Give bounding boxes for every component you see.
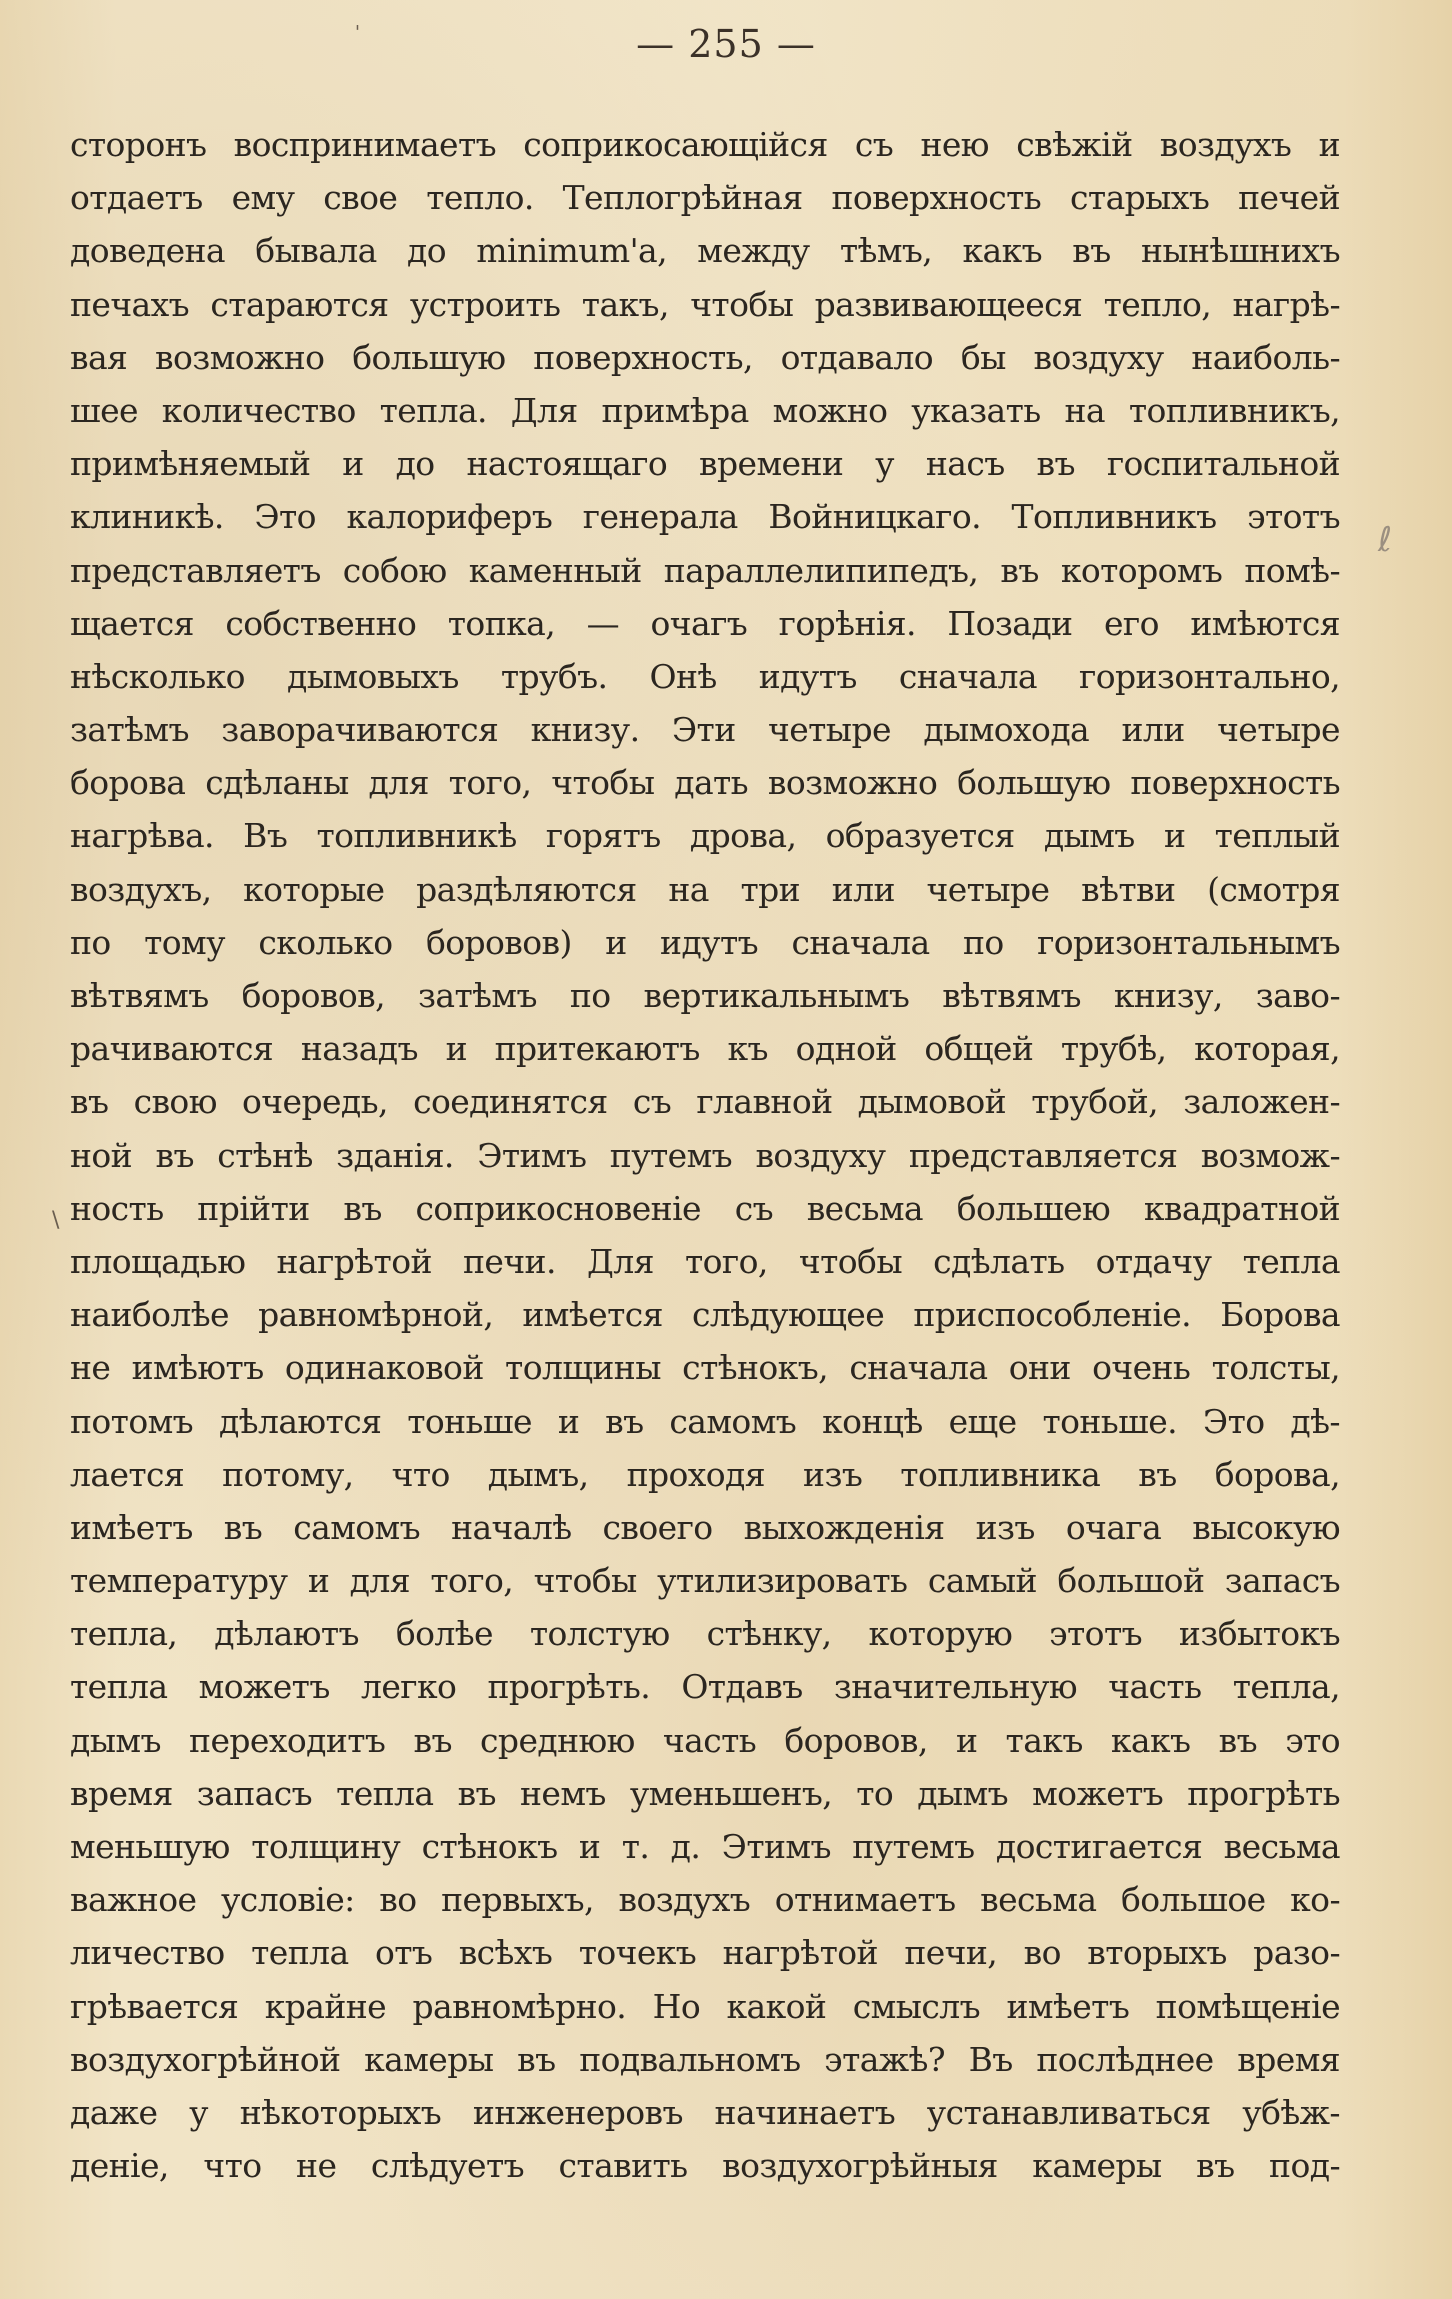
margin-pen-mark: ' — [355, 22, 360, 43]
text-line: представляетъ собою каменный параллелипипедъ, въ которомъ помѣ- — [70, 550, 1340, 590]
text-line: не имѣютъ одинаковой толщины стѣнокъ, сначала они очень толсты, — [70, 1348, 1340, 1388]
text-line: по тому сколько боровов) и идутъ сначала по горизонтальнымъ — [70, 922, 1340, 962]
margin-pen-mark: ℓ — [1378, 520, 1393, 560]
text-line: вая возможно большую поверхность, отдавало бы воздуху наиболь- — [70, 337, 1340, 377]
text-line: температуру и для того, чтобы утилизировать самый большой запасъ — [70, 1561, 1340, 1601]
text-line: ность прійти въ соприкосновеніе съ весьма большею квадратной — [70, 1188, 1340, 1228]
text-line: имѣетъ въ самомъ началѣ своего выхожденія изъ очага высокую — [70, 1507, 1340, 1547]
text-line: примѣняемый и до настоящаго времени у насъ въ госпитальной — [70, 444, 1340, 484]
text-line: тепла можетъ легко прогрѣть. Отдавъ значительную часть тепла, — [70, 1667, 1340, 1707]
text-line: деніе, что не слѣдуетъ ставить воздухогрѣйныя камеры въ под- — [70, 2146, 1340, 2186]
text-line: потомъ дѣлаются тоньше и въ самомъ концѣ еще тоньше. Это дѣ- — [70, 1401, 1340, 1441]
text-line: шее количество тепла. Для примѣра можно указать на топливникъ, — [70, 390, 1340, 430]
text-line: ной въ стѣнѣ зданія. Этимъ путемъ воздуху представляется возмож- — [70, 1135, 1340, 1175]
text-line: даже у нѣкоторыхъ инженеровъ начинаетъ устанавливаться убѣж- — [70, 2092, 1340, 2132]
text-line: печахъ стараются устроить такъ, чтобы развивающееся тепло, нагрѣ- — [70, 284, 1340, 324]
text-line: грѣвается крайне равномѣрно. Но какой смыслъ имѣетъ помѣщеніе — [70, 1986, 1340, 2026]
text-line: лается потому, что дымъ, проходя изъ топливника въ борова, — [70, 1454, 1340, 1494]
text-line: дымъ переходитъ въ среднюю часть боровов, и такъ какъ въ это — [70, 1720, 1340, 1760]
text-line: важное условіе: во первыхъ, воздухъ отнимаетъ весьма большое ко- — [70, 1880, 1340, 1920]
page-number: — 255 — — [636, 22, 816, 66]
body-text — [70, 118, 1340, 2192]
text-line: въ свою очередь, соединятся съ главной дымовой трубой, заложен- — [70, 1082, 1340, 1122]
text-line: сторонъ воспринимаетъ соприкосающійся съ нею свѣжій воздухъ и — [70, 125, 1340, 164]
text-line: доведена бывала до minimum'а, между тѣмъ, какъ въ нынѣшнихъ — [70, 231, 1340, 271]
margin-pen-mark: \ — [52, 1208, 60, 1233]
text-line: тепла, дѣлаютъ болѣе толстую стѣнку, которую этотъ избытокъ — [70, 1614, 1340, 1654]
text-line: воздухогрѣйной камеры въ подвальномъ этажѣ? Въ послѣднее время — [70, 2039, 1340, 2079]
text-line: рачиваются назадъ и притекаютъ къ одной общей трубѣ, которая, — [70, 1029, 1340, 1069]
text-line: личество тепла отъ всѣхъ точекъ нагрѣтой печи, во вторыхъ разо- — [70, 1933, 1340, 1973]
text-line: вѣтвямъ боровов, затѣмъ по вертикальнымъ вѣтвямъ книзу, заво- — [70, 976, 1340, 1015]
text-line: нѣсколько дымовыхъ трубъ. Онѣ идутъ сначала горизонтально, — [70, 656, 1340, 696]
text-line: площадью нагрѣтой печи. Для того, чтобы сдѣлать отдачу тепла — [70, 1241, 1340, 1281]
text-line: клиникѣ. Это калориферъ генерала Войницкаго. Топливникъ этотъ — [70, 497, 1340, 537]
text-line: щается собственно топка, — очагъ горѣнія. Позади его имѣются — [70, 603, 1340, 643]
text-line: время запасъ тепла въ немъ уменьшенъ, то дымъ можетъ прогрѣть — [70, 1773, 1340, 1813]
text-line: воздухъ, которые раздѣляются на три или четыре вѣтви (смотря — [70, 869, 1340, 909]
text-line: наиболѣе равномѣрной, имѣется слѣдующее приспособленіе. Борова — [70, 1295, 1340, 1335]
text-line: борова сдѣланы для того, чтобы дать возможно большую поверхность — [70, 763, 1340, 803]
text-line: меньшую толщину стѣнокъ и т. д. Этимъ путемъ достигается весьма — [70, 1827, 1340, 1866]
text-line: отдаетъ ему свое тепло. Теплогрѣйная поверхность старыхъ печей — [70, 178, 1340, 218]
text-line: нагрѣва. Въ топливникѣ горятъ дрова, образуется дымъ и теплый — [70, 816, 1340, 856]
text-line: затѣмъ заворачиваются книзу. Эти четыре дымохода или четыре — [70, 710, 1340, 750]
